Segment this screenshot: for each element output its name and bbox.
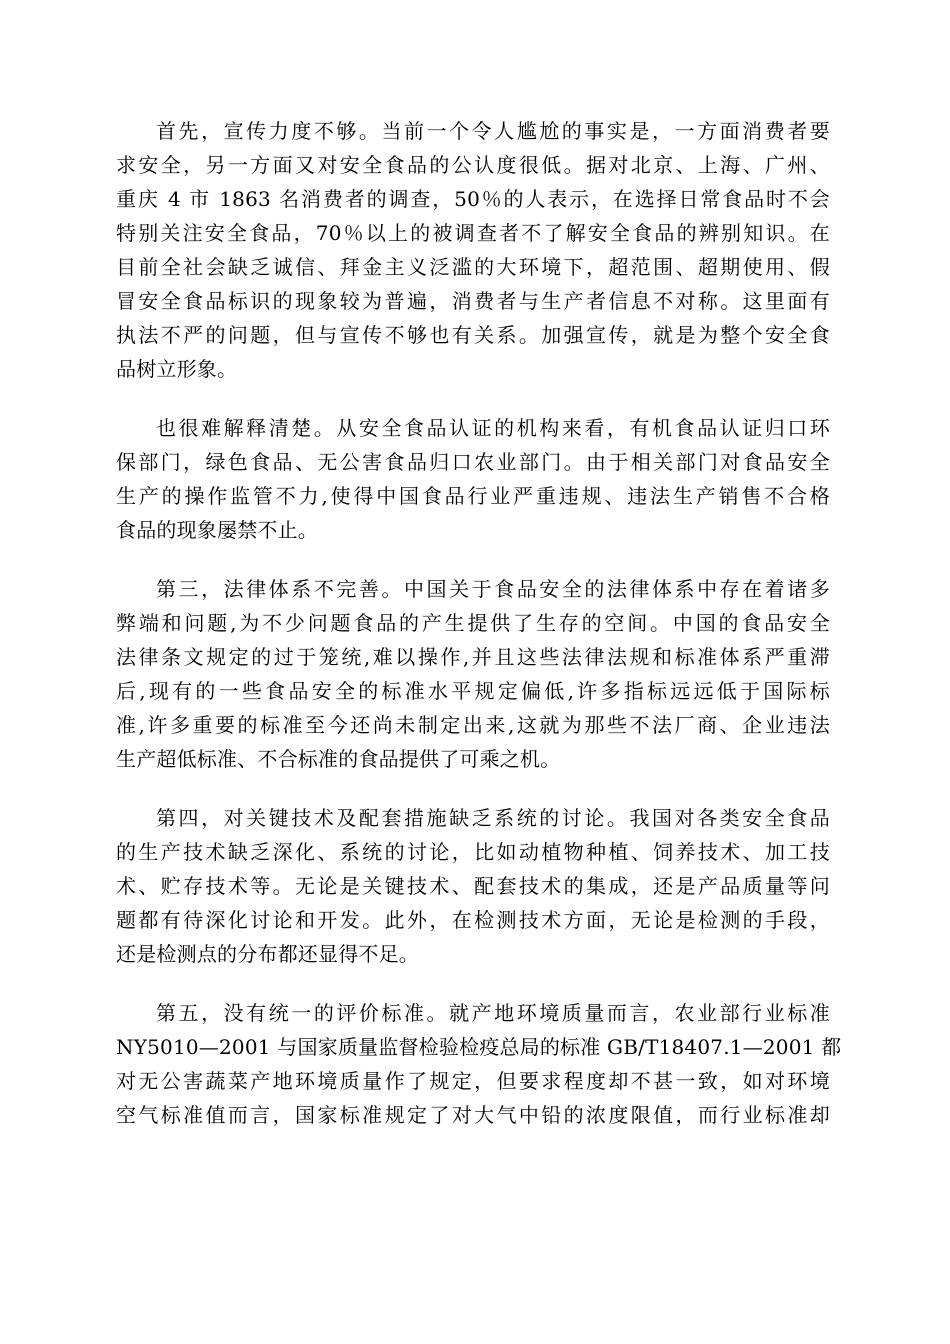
text-line: 保部门，绿色食品、无公害食品归口农业部门。由于相关部门对食品安全 <box>116 450 830 474</box>
paragraph-certification <box>116 411 830 547</box>
text-line: NY5010—2001 与国家质量监督检验检疫总局的标准 GB/T18407.1—2001 都 <box>116 1035 842 1059</box>
text-line: 法律条文规定的过于笼统,难以操作,并且这些法律法规和标准体系严重滞 <box>116 645 830 669</box>
text-line: 首先，宣传力度不够。当前一个令人尴尬的事实是，一方面消费者要 <box>156 119 830 143</box>
text-line: 后,现有的一些食品安全的标准水平规定偏低,许多指标远远低于国际标 <box>116 679 830 703</box>
text-line: 冒安全食品标识的现象较为普遍，消费者与生产者信息不对称。这里面有 <box>116 289 830 313</box>
paragraph-key-technology <box>116 801 830 971</box>
text-line: 第三，法律体系不完善。中国关于食品安全的法律体系中存在着诸多 <box>156 577 830 601</box>
text-line: 求安全，另一方面又对安全食品的公认度很低。据对北京、上海、广州、 <box>116 153 830 177</box>
text-line: 对无公害蔬菜产地环境质量作了规定，但要求程度却不甚一致，如对环境 <box>116 1069 830 1093</box>
text-line: 食品的现象屡禁不止。 <box>116 518 318 542</box>
text-line: 的生产技术缺乏深化、系统的讨论，比如动植物种植、饲养技术、加工技 <box>116 840 830 864</box>
text-line: 也很难解释清楚。从安全食品认证的机构来看，有机食品认证归口环 <box>156 416 830 440</box>
paragraph-legal-system <box>116 572 830 776</box>
text-line: 第四，对关键技术及配套措施缺乏系统的讨论。我国对各类安全食品 <box>156 806 830 830</box>
document-page <box>116 114 842 1157</box>
text-line: 空气标准值而言，国家标准规定了对大气中铅的浓度限值，而行业标准却 <box>116 1103 830 1127</box>
text-line: 生产超低标准、不合标准的食品提供了可乘之机。 <box>116 747 561 771</box>
paragraph-evaluation-standard <box>116 996 842 1132</box>
text-line: 生产的操作监管不力,使得中国食品行业严重违规、违法生产销售不合格 <box>116 484 830 508</box>
text-line: 还是检测点的分布都还显得不足。 <box>116 942 419 966</box>
text-line: 弊端和问题,为不少问题食品的产生提供了生存的空间。中国的食品安全 <box>116 611 830 635</box>
text-line: 品树立形象。 <box>116 357 238 381</box>
text-line: 特别关注安全食品，70％以上的被调查者不了解安全食品的辨别知识。在 <box>116 221 830 245</box>
paragraph-publicity <box>116 114 830 386</box>
text-line: 准,许多重要的标准至今还尚未制定出来,这就为那些不法厂商、企业违法 <box>116 713 830 737</box>
text-line: 重庆 4 市 1863 名消费者的调查，50％的人表示，在选择日常食品时不会 <box>116 187 830 211</box>
text-line: 目前全社会缺乏诚信、拜金主义泛滥的大环境下，超范围、超期使用、假 <box>116 255 830 279</box>
text-line: 术、贮存技术等。无论是关键技术、配套技术的集成，还是产品质量等问 <box>116 874 830 898</box>
text-line: 题都有待深化讨论和开发。此外，在检测技术方面，无论是检测的手段， <box>116 908 830 932</box>
text-line: 执法不严的问题，但与宣传不够也有关系。加强宣传，就是为整个安全食 <box>116 323 830 347</box>
text-line: 第五，没有统一的评价标准。就产地环境质量而言，农业部行业标准 <box>156 1001 830 1025</box>
